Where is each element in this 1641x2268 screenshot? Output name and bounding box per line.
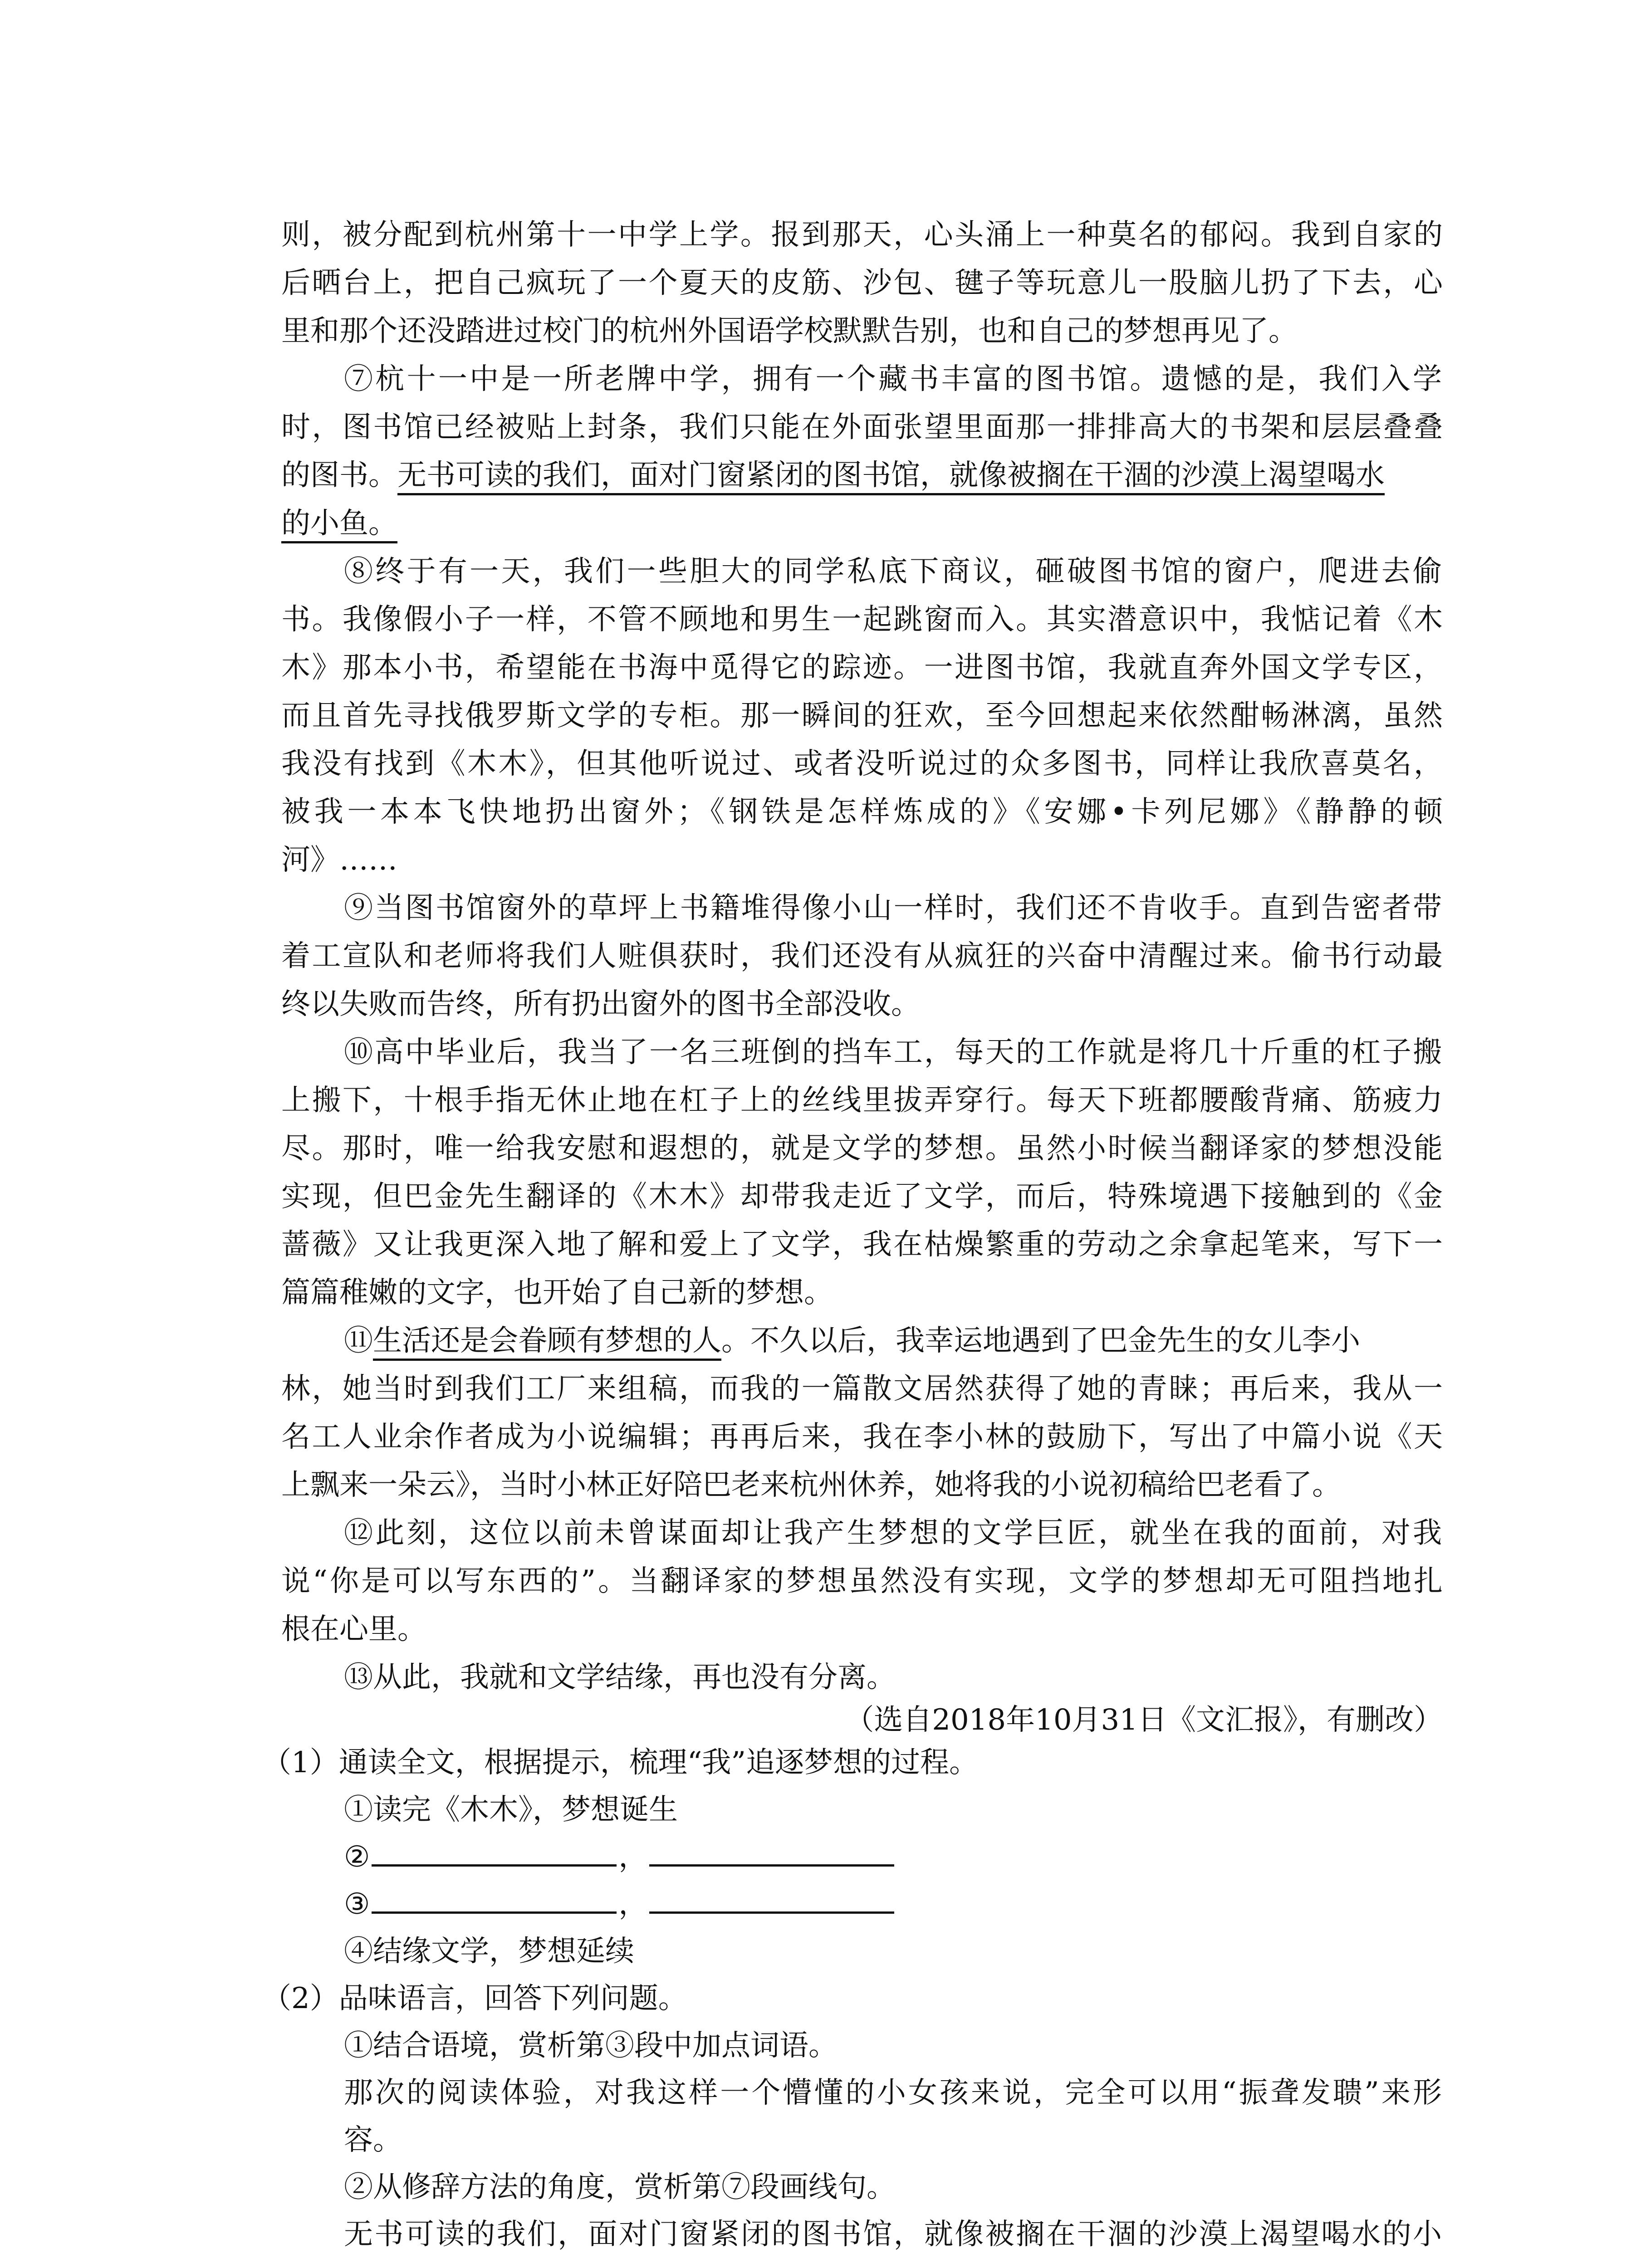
- answer-blank[interactable]: [649, 1884, 894, 1914]
- question-2-sub-1-quote-end: 容。: [344, 2123, 402, 2157]
- question-2-sub-2: ②从修辞方法的角度，赏析第⑦段画线句。: [344, 2170, 896, 2204]
- question-1-item-2: [344, 1834, 1505, 1880]
- body-line: 尽。那时，唯一给我安慰和遐想的，就是文学的梦想。虽然小时候当翻译家的梦想没能: [281, 1132, 1443, 1165]
- paragraph-11-line: [344, 1318, 1505, 1364]
- source-citation: （选自2018年10月31日《文汇报》，有删改）: [845, 1703, 1443, 1737]
- body-line: 书。我像假小子一样，不管不顾地和男生一起跳窗而入。其实潜意识中，我惦记着《木: [281, 603, 1443, 636]
- answer-blank[interactable]: [649, 1837, 894, 1867]
- body-line: 上飘来一朵云》，当时小林正好陪巴老来杭州休养，她将我的小说初稿给巴老看了。: [281, 1468, 1341, 1502]
- body-line: 后晒台上，把自己疯玩了一个夏天的皮筋、沙包、毽子等玩意儿一股脑儿扔了下去，心: [281, 266, 1443, 300]
- body-line: 时，图书馆已经被贴上封条，我们只能在外面张望里面那一排排高大的书架和层层叠叠: [281, 411, 1443, 444]
- body-line: 而且首先寻找俄罗斯文学的专柜。那一瞬间的狂欢，至今回想起来依然酣畅淋漓，虽然: [281, 699, 1443, 733]
- answer-blank[interactable]: [372, 1837, 617, 1867]
- body-line: 河》……: [281, 843, 397, 877]
- item-number: ③: [344, 1887, 370, 1921]
- underlined-sentence: 无书可读的我们，面对门窗紧闭的图书馆，就像被搁在干涸的沙漠上渴望喝水: [397, 459, 1385, 492]
- answer-blank[interactable]: [372, 1884, 617, 1914]
- body-line: 被我一本本飞快地扔出窗外；《钢铁是怎样炼成的》《安娜•卡列尼娜》《静静的顿: [281, 795, 1443, 829]
- body-text: 。不久以后，我幸运地遇到了巴金先生的女儿李小: [721, 1324, 1360, 1358]
- comma: ，: [618, 1887, 648, 1921]
- question-2-stem: （2）品味语言，回答下列问题。: [262, 1982, 687, 2015]
- question-2-sub-1: ①结合语境，赏析第③段中加点词语。: [344, 2029, 838, 2063]
- body-line: 林，她当时到我们工厂来组稿，而我的一篇散文居然获得了她的青睐；再后来，我从一: [281, 1372, 1443, 1406]
- body-line: 蔷薇》又让我更深入地了解和爱上了文学，我在枯燥繁重的劳动之余拿起笔来，写下一: [281, 1228, 1443, 1261]
- question-2-sub-2-quote: 无书可读的我们，面对门窗紧闭的图书馆，就像被搁在干涸的沙漠上渴望喝水的小: [344, 2218, 1442, 2251]
- question-1-item-4: ④结缘文学，梦想延续: [344, 1935, 634, 1968]
- body-line: [281, 501, 1443, 546]
- underlined-sentence-end: 的小鱼。: [281, 507, 397, 540]
- body-line: 木》那本小书，希望能在书海中觅得它的踪迹。一进图书馆，我就直奔外国文学专区，: [281, 651, 1443, 684]
- paragraph-9-line: ⑨当图书馆窗外的草坪上书籍堆得像小山一样时，我们还不肯收手。直到告密者带: [344, 891, 1442, 925]
- paragraph-12-line: ⑫此刻，这位以前未曾谋面却让我产生梦想的文学巨匠，就坐在我的面前，对我: [344, 1516, 1442, 1550]
- body-line: [281, 453, 1443, 498]
- question-1-stem: （1）通读全文，根据提示，梳理“我”追逐梦想的过程。: [262, 1746, 979, 1779]
- paragraph-10-line: ⑩高中毕业后，我当了一名三班倒的挡车工，每天的工作就是将几十斤重的杠子搬: [344, 1036, 1442, 1069]
- body-line: 我没有找到《木木》，但其他听说过、或者没听说过的众多图书，同样让我欣喜莫名，: [281, 747, 1443, 781]
- body-line: 上搬下，十根手指无休止地在杠子上的丝线里拔弄穿行。每天下班都腰酸背痛、筋疲力: [281, 1084, 1443, 1117]
- underlined-sentence: 生活还是会眷顾有梦想的人: [373, 1324, 721, 1358]
- body-line: 说“你是可以写东西的”。当翻译家的梦想虽然没有实现，文学的梦想却无可阻挡地扎: [281, 1564, 1443, 1598]
- paragraph-13-line: ⑬从此，我就和文学结缘，再也没有分离。: [344, 1661, 896, 1694]
- body-text: 的图书。: [281, 459, 397, 492]
- item-number: ②: [344, 1840, 370, 1874]
- body-line: 着工宣队和老师将我们人赃俱获时，我们还没有从疯狂的兴奋中清醒过来。偷书行动最: [281, 939, 1443, 973]
- body-line: 终以失败而告终，所有扔出窗外的图书全部没收。: [281, 987, 920, 1021]
- body-line: 名工人业余作者成为小说编辑；再再后来，我在李小林的鼓励下，写出了中篇小说《天: [281, 1420, 1443, 1454]
- paragraph-8-line: ⑧终于有一天，我们一些胆大的同学私底下商议，砸破图书馆的窗户，爬进去偷: [344, 555, 1442, 588]
- question-1-item-3: [344, 1882, 1505, 1927]
- comma: ，: [618, 1840, 648, 1874]
- body-line: 则，被分配到杭州第十一中学上学。报到那天，心头涌上一种莫名的郁闷。我到自家的: [281, 218, 1443, 252]
- question-2-sub-1-quote: 那次的阅读体验，对我这样一个懵懂的小女孩来说，完全可以用“振聋发聩”来形: [344, 2076, 1442, 2110]
- question-1-item-1: ①读完《木木》，梦想诞生: [344, 1793, 678, 1827]
- body-line: 实现，但巴金先生翻译的《木木》却带我走近了文学，而后，特殊境遇下接触到的《金: [281, 1180, 1443, 1213]
- body-line: 篇篇稚嫩的文字，也开始了自己新的梦想。: [281, 1276, 833, 1310]
- body-line: 根在心里。: [281, 1613, 426, 1646]
- paragraph-number: ⑪: [344, 1324, 373, 1358]
- body-line: 里和那个还没踏进过校门的杭州外国语学校默默告别，也和自己的梦想再见了。: [281, 314, 1298, 348]
- paragraph-7-line: ⑦杭十一中是一所老牌中学，拥有一个藏书丰富的图书馆。遗憾的是，我们入学: [344, 362, 1442, 396]
